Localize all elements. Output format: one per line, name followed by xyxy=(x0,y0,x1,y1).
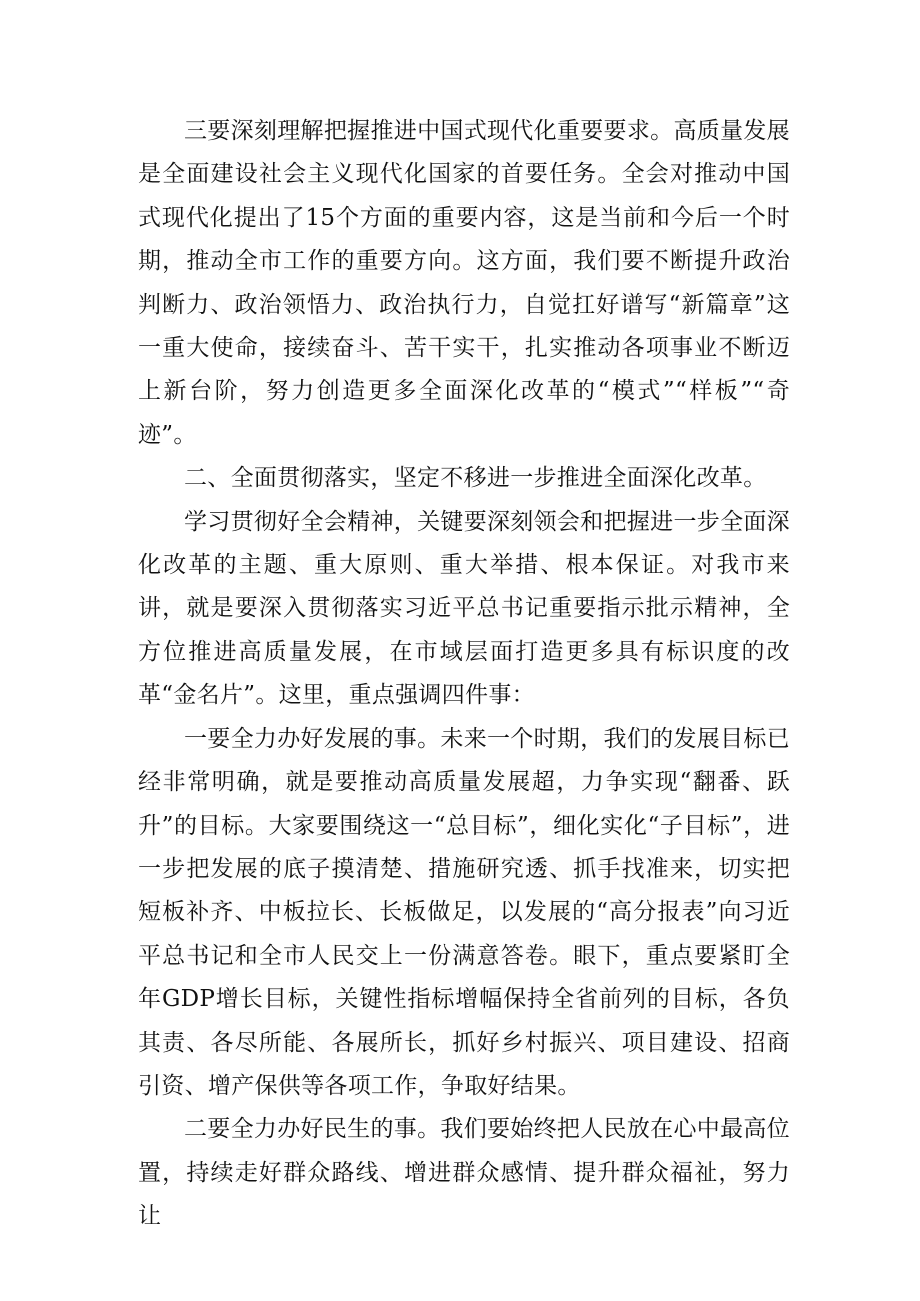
paragraph-study-implement: 学习贯彻好全会精神，关键要深刻领会和把握进一步全面深化改革的主题、重大原则、重大举措、根本保证。对我市来讲，就是要深入贯彻落实习近平总书记重要指示批示精神，全方位推进高质量发展，在市域层面打造更多具有标识度的改革“金名片”。这里，重点强调四件事： xyxy=(138,508,790,709)
paragraph-development: 一要全力办好发展的事。未来一个时期，我们的发展目标已经非常明确，就是要推动高质量发展超，力争实现“翻番、跃升”的目标。大家要围绕这一“总目标”，细化实化“子目标”，进一步把发展的底子摸清楚、措施研究透、抓手找准来，切实把短板补齐、中板拉长、长板做足，以发展的“高分报表”向习近平总书记和全市人民交上一份满意答卷。眼下，重点要紧盯全年GDP增长目标，关键性指标增幅保持全省前列的目标，各负其责、各尽所能、各展所长，抓好乡村振兴、项目建设、招商引资、增产保供等各项工作，争取好结果。 xyxy=(138,725,790,1099)
paragraph-livelihood: 二要全力办好民生的事。我们要始终把人民放在心中最高位置，持续走好群众路线、增进群众感情、提升群众福祉，努力让 xyxy=(138,1116,790,1230)
document-body xyxy=(138,110,790,1239)
section-heading-two: 二、全面贯彻落实，坚定不移进一步推进全面深化改革。 xyxy=(184,465,767,492)
paragraph-third-requirement: 三要深刻理解把握推进中国式现代化重要要求。高质量发展是全面建设社会主义现代化国家的首要任务。全会对推动中国式现代化提出了15个方面的重要内容，这是当前和今后一个时期，推动全市工作的重要方向。这方面，我们要不断提升政治判断力、政治领悟力、政治执行力，自觉扛好谱写“新篇章”这一重大使命，接续奋斗、苦干实干，扎实推动各项事业不断迈上新台阶，努力创造更多全面深化改革的“模式”“样板”“奇迹”。 xyxy=(138,118,790,448)
